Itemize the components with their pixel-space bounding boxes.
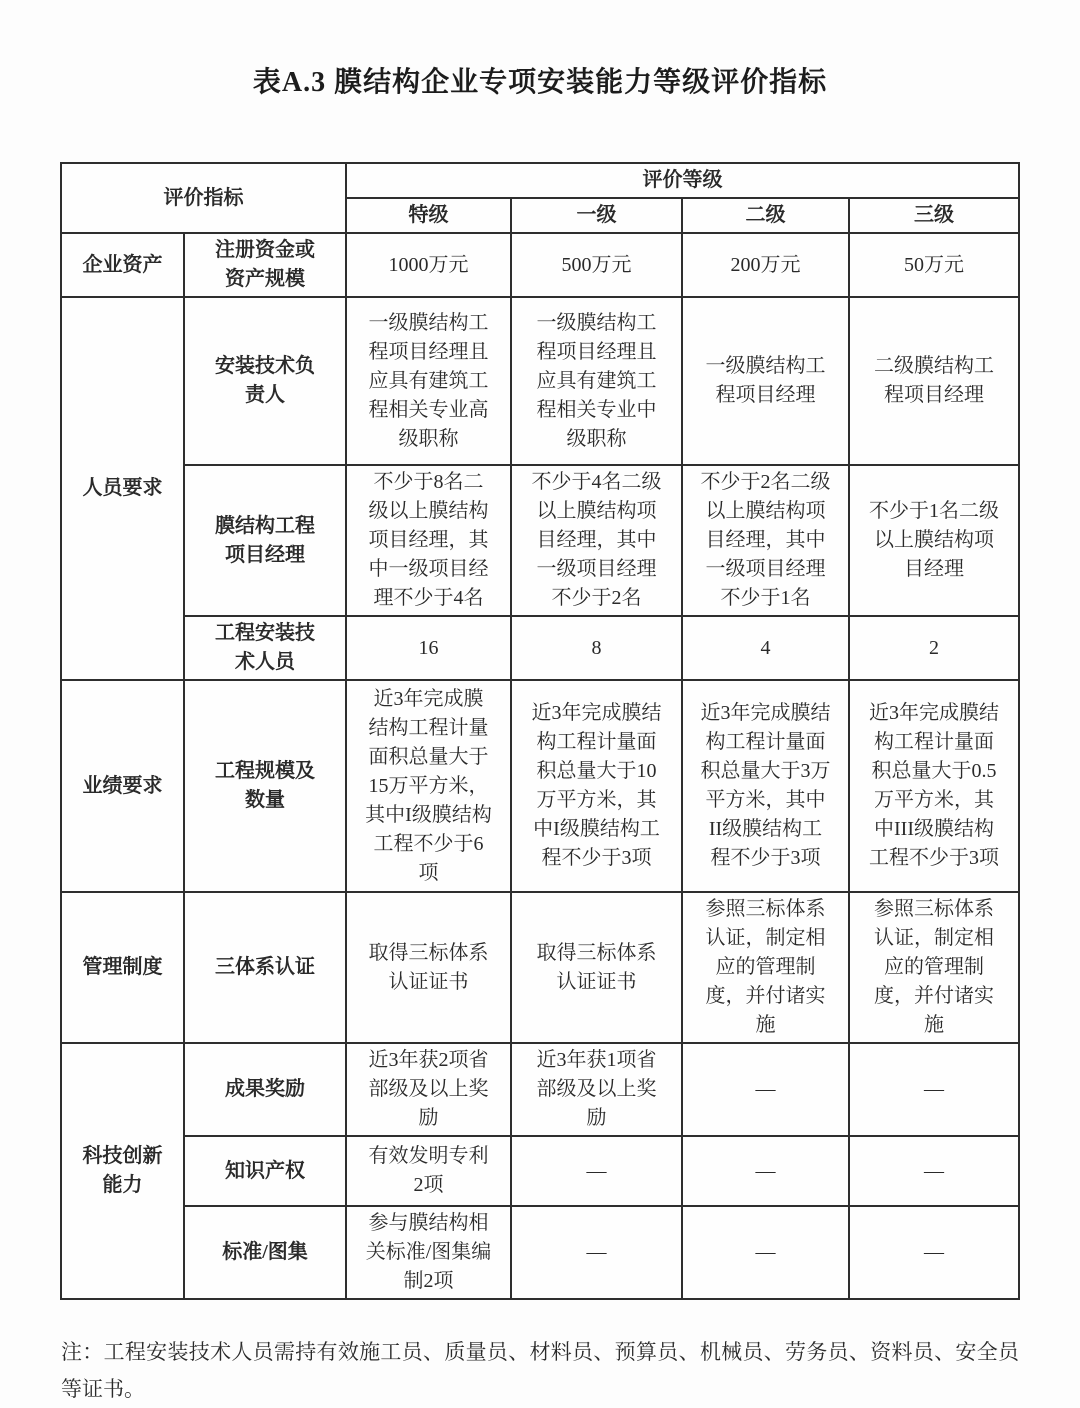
value-cell: 二级膜结构工程项目经理: [849, 297, 1019, 465]
header-grade-first: 一级: [511, 198, 682, 233]
row-standards-atlas: [61, 1206, 1019, 1299]
value-cell: 不少于8名二级以上膜结构项目经理，其中一级项目经理不少于4名: [346, 465, 511, 616]
value-cell: 不少于2名二级以上膜结构项目经理，其中一级项目经理不少于1名: [682, 465, 849, 616]
value-cell: 1000万元: [346, 233, 511, 297]
category-tech-innovation: 科技创新能力: [61, 1043, 184, 1299]
indicator-three-system-certification: 三体系认证: [184, 892, 346, 1043]
row-membrane-project-manager: [61, 465, 1019, 616]
category-enterprise-assets: 企业资产: [61, 233, 184, 297]
value-cell: 16: [346, 616, 511, 680]
value-cell: 近3年完成膜结构工程计量面积总量大于10万平方米，其中I级膜结构工程不少于3项: [511, 680, 682, 892]
value-cell: —: [682, 1043, 849, 1136]
value-cell: —: [682, 1206, 849, 1299]
row-install-tech-lead: [61, 297, 1019, 465]
value-cell: 50万元: [849, 233, 1019, 297]
row-project-scale: [61, 680, 1019, 892]
row-intellectual-property: [61, 1136, 1019, 1206]
value-cell: —: [849, 1206, 1019, 1299]
value-cell: 2: [849, 616, 1019, 680]
value-cell: 一级膜结构工程项目经理且应具有建筑工程相关专业高级职称: [346, 297, 511, 465]
value-cell: 一级膜结构工程项目经理: [682, 297, 849, 465]
indicator-install-technicians: 工程安装技术人员: [184, 616, 346, 680]
value-cell: —: [511, 1206, 682, 1299]
header-grade-special: 特级: [346, 198, 511, 233]
value-cell: 200万元: [682, 233, 849, 297]
category-management-system: 管理制度: [61, 892, 184, 1043]
row-three-system-certification: [61, 892, 1019, 1043]
value-cell: 近3年获1项省部级及以上奖励: [511, 1043, 682, 1136]
value-cell: 取得三标体系认证证书: [511, 892, 682, 1043]
value-cell: —: [511, 1136, 682, 1206]
header-row-grade: [61, 163, 1019, 198]
indicator-intellectual-property: 知识产权: [184, 1136, 346, 1206]
indicator-install-tech-lead: 安装技术负责人: [184, 297, 346, 465]
indicator-membrane-project-manager: 膜结构工程项目经理: [184, 465, 346, 616]
header-grade-second: 二级: [682, 198, 849, 233]
header-grade-third: 三级: [849, 198, 1019, 233]
evaluation-table: [60, 162, 1020, 1300]
value-cell: 4: [682, 616, 849, 680]
value-cell: 近3年完成膜结构工程计量面积总量大于15万平方米，其中I级膜结构工程不少于6项: [346, 680, 511, 892]
header-grade-label: 评价等级: [346, 163, 1019, 198]
value-cell: 近3年完成膜结构工程计量面积总量大于0.5万平方米，其中III级膜结构工程不少于3项: [849, 680, 1019, 892]
value-cell: 近3年获2项省部级及以上奖励: [346, 1043, 511, 1136]
value-cell: 有效发明专利2项: [346, 1136, 511, 1206]
indicator-project-scale: 工程规模及数量: [184, 680, 346, 892]
value-cell: 8: [511, 616, 682, 680]
indicator-registered-capital: 注册资金或资产规模: [184, 233, 346, 297]
value-cell: 不少于4名二级以上膜结构项目经理，其中一级项目经理不少于2名: [511, 465, 682, 616]
value-cell: 不少于1名二级以上膜结构项目经理: [849, 465, 1019, 616]
value-cell: 500万元: [511, 233, 682, 297]
value-cell: 近3年完成膜结构工程计量面积总量大于3万平方米，其中II级膜结构工程不少于3项: [682, 680, 849, 892]
row-registered-capital: [61, 233, 1019, 297]
value-cell: —: [849, 1043, 1019, 1136]
indicator-standards-atlas: 标准/图集: [184, 1206, 346, 1299]
indicator-achievement-awards: 成果奖励: [184, 1043, 346, 1136]
value-cell: —: [849, 1136, 1019, 1206]
value-cell: 取得三标体系认证证书: [346, 892, 511, 1043]
value-cell: 参照三标体系认证，制定相应的管理制度，并付诸实施: [849, 892, 1019, 1043]
header-indicator-label: 评价指标: [61, 163, 346, 233]
value-cell: 一级膜结构工程项目经理且应具有建筑工程相关专业中级职称: [511, 297, 682, 465]
row-install-technicians: [61, 616, 1019, 680]
category-performance-requirements: 业绩要求: [61, 680, 184, 892]
footnote: 注：工程安装技术人员需持有效施工员、质量员、材料员、预算员、机械员、劳务员、资料员、安全员等证书。: [61, 1340, 1019, 1401]
value-cell: 参照三标体系认证，制定相应的管理制度，并付诸实施: [682, 892, 849, 1043]
category-personnel-requirements: 人员要求: [61, 297, 184, 680]
table-title: 表A.3 膜结构企业专项安装能力等级评价指标: [252, 67, 828, 98]
value-cell: 参与膜结构相关标准/图集编制2项: [346, 1206, 511, 1299]
row-achievement-awards: [61, 1043, 1019, 1136]
value-cell: —: [682, 1136, 849, 1206]
